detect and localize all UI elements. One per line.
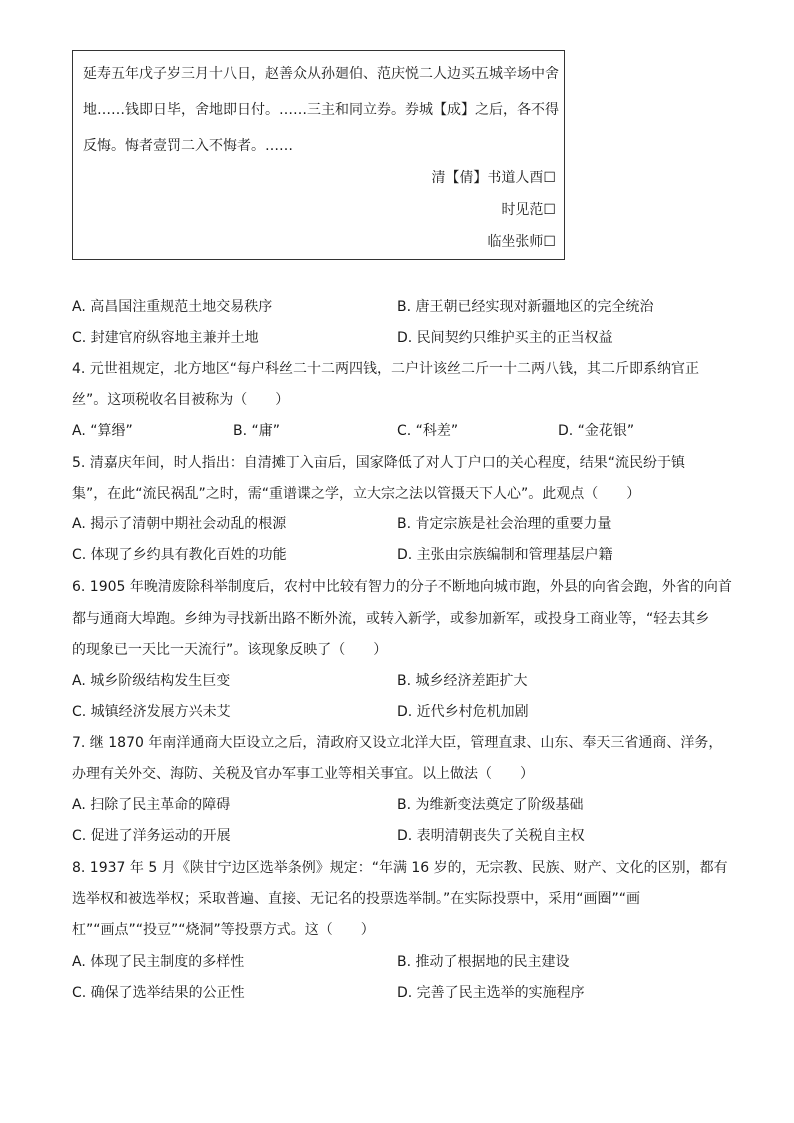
q8-stem-line: 8. 1937 年 5 月《陕甘宁边区选举条例》规定：“年满 16 岁的，无宗教、民族、财产、文化的区别，都有: [72, 860, 728, 876]
q6-stem-line: 都与通商大埠跑。乡绅为寻找新出路不断外流，或转入新学，或参加新军，或投身工商业等，“轻去其乡: [72, 611, 710, 627]
q7-option-a[interactable]: A. 扫除了民主革命的障碍: [72, 797, 231, 813]
q4-stem-line: 4. 元世祖规定，北方地区“每户科丝二十二两四钱，二户计该丝二斤一十二两八钱，其二斤即系纳官正: [72, 361, 700, 377]
source-line: 地……钱即日毕，舍地即日付。……三主和同立券。券城【成】之后，各不得: [83, 102, 559, 118]
q8-option-c[interactable]: C. 确保了选举结果的公正性: [72, 985, 245, 1001]
q5-option-b[interactable]: B. 肯定宗族是社会治理的重要力量: [397, 516, 612, 532]
q8-option-b[interactable]: B. 推动了根据地的民主建设: [397, 954, 570, 970]
source-document-box: [72, 50, 565, 260]
q3-option-b[interactable]: B. 唐王朝已经实现对新疆地区的完全统治: [397, 299, 654, 315]
q7-stem-line: 办理有关外交、海防、关税及官办军事工业等相关事宜。以上做法（ ）: [72, 766, 534, 782]
q5-stem-line: 5. 清嘉庆年间，时人指出：自清摊丁入亩后，国家降低了对人丁户口的关心程度，结果“流民纷于镇: [72, 455, 686, 471]
q4-option-b[interactable]: B. “庸”: [233, 423, 281, 439]
signature-line: 临坐张师☐: [487, 234, 556, 250]
q8-option-d[interactable]: D. 完善了民主选举的实施程序: [397, 985, 585, 1001]
q6-stem-line: 的现象已一天比一天流行”。该现象反映了（ ）: [72, 642, 388, 658]
q7-option-b[interactable]: B. 为维新变法奠定了阶级基础: [397, 797, 584, 813]
signature-line: 清【倩】书道人酉☐: [431, 170, 556, 186]
q8-stem-line: 杠”“画点”“投豆”“烧洞”等投票方式。这（ ）: [72, 922, 375, 938]
q7-stem-line: 7. 继 1870 年南洋通商大臣设立之后，清政府又设立北洋大臣，管理直隶、山东、奉天三省通商、洋务，: [72, 735, 723, 751]
q6-option-c[interactable]: C. 城镇经济发展方兴未艾: [72, 704, 231, 720]
q5-option-c[interactable]: C. 体现了乡约具有教化百姓的功能: [72, 547, 287, 563]
q4-stem-line: 丝”。这项税收名目被称为（ ）: [72, 392, 290, 408]
q6-option-b[interactable]: B. 城乡经济差距扩大: [397, 673, 528, 689]
q3-option-d[interactable]: D. 民间契约只维护买主的正当权益: [397, 330, 613, 346]
q6-option-d[interactable]: D. 近代乡村危机加剧: [397, 704, 529, 720]
source-line: 延寿五年戊子岁三月十八日，赵善众从孙廻伯、范庆悦二人边买五城辛场中舍: [83, 66, 559, 82]
q6-stem-line: 6. 1905 年晚清废除科举制度后，农村中比较有智力的分子不断地向城市跑，外县的向省会跑，外省的向首: [72, 579, 732, 595]
source-line: 反悔。悔者壹罚二入不悔者。……: [83, 138, 293, 154]
q7-option-c[interactable]: C. 促进了洋务运动的开展: [72, 828, 231, 844]
q3-option-c[interactable]: C. 封建官府纵容地主兼并土地: [72, 330, 259, 346]
q5-option-d[interactable]: D. 主张由宗族编制和管理基层户籍: [397, 547, 613, 563]
q7-option-d[interactable]: D. 表明清朝丧失了关税自主权: [397, 828, 585, 844]
q4-option-a[interactable]: A. “算缗”: [72, 423, 133, 439]
q4-option-d[interactable]: D. “金花银”: [558, 423, 635, 439]
q5-option-a[interactable]: A. 揭示了清朝中期社会动乱的根源: [72, 516, 287, 532]
q5-stem-line: 集”，在此“流民祸乱”之时，需“重谱谍之学，立大宗之法以管摄天下人心”。此观点（ ）: [72, 486, 641, 502]
q6-option-a[interactable]: A. 城乡阶级结构发生巨变: [72, 673, 231, 689]
q4-option-c[interactable]: C. “科差”: [397, 423, 459, 439]
signature-line: 时见范☐: [501, 202, 556, 218]
q8-stem-line: 选举权和被选举权；采取普遍、直接、无记名的投票选举制。”在实际投票中，采用“画圈”“画: [72, 891, 641, 907]
q3-option-a[interactable]: A. 高昌国注重规范土地交易秩序: [72, 299, 273, 315]
q8-option-a[interactable]: A. 体现了民主制度的多样性: [72, 954, 245, 970]
